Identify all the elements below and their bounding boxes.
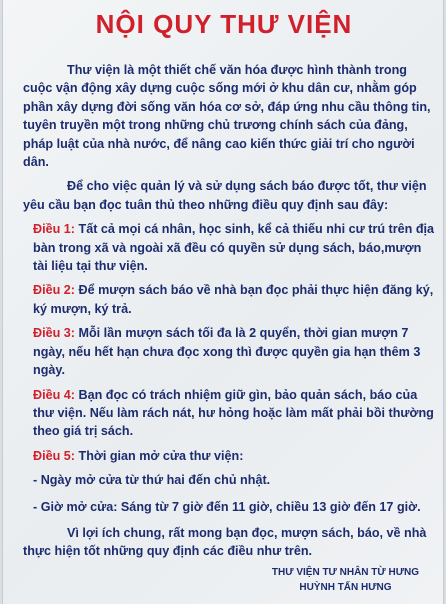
- clause-text: Tất cả mọi cá nhân, học sinh, kể cả thiếu nhi cư trú trên địa bàn trong xã và ngoài xã đều có quyền sử dụng sách, báo,mượn tài liệu tại thư viện.: [33, 222, 435, 274]
- clause-text: Thời gian mở cửa thư viện:: [75, 448, 244, 463]
- closing-paragraph: Vì lợi ích chung, rất mong bạn đọc, mượn sách, báo, về nhà thực hiện tốt những quy định các điều như trên.: [23, 525, 427, 559]
- clause-5: [23, 447, 437, 465]
- notice-board: [2, 0, 444, 604]
- clause-label: Điều 2:: [33, 283, 75, 298]
- clause-label: Điều 5:: [33, 448, 75, 463]
- clause-4: [23, 386, 437, 441]
- clause-label: Điều 1:: [33, 222, 75, 237]
- clause-1: [23, 220, 437, 275]
- clause-label: Điều 3:: [33, 326, 75, 341]
- signature-block: [272, 565, 419, 595]
- schedule-days: - Ngày mở cửa từ thứ hai đến chủ nhật.: [33, 473, 271, 488]
- page-title: NỘI QUY THƯ VIỆN: [95, 9, 353, 39]
- schedule-hours: - Giờ mở cửa: Sáng từ 7 giờ đến 11 giờ, chiều 13 giờ đến 17 giờ.: [33, 499, 421, 514]
- owner-name: HUỲNH TẤN HƯNG: [299, 582, 392, 593]
- library-name: THƯ VIỆN TƯ NHÂN TỪ HƯNG: [271, 567, 419, 578]
- rules-body: [23, 61, 437, 567]
- clause-2: [23, 281, 437, 318]
- clause-text: Để mượn sách báo về nhà bạn đọc phải thực hiện đăng ký, ký mượn, ký trả.: [33, 283, 434, 316]
- clause-3: [23, 324, 437, 379]
- preamble-paragraph: Để cho việc quản lý và sử dụng sách báo được tốt, thư viện yêu cầu bạn đọc tuân thủ theo những điều quy định sau đây:: [23, 179, 427, 212]
- clause-text: Bạn đọc có trách nhiệm giữ gìn, bảo quản sách, báo của thư viện. Nếu làm rách nát, hư hỏng hoặc làm mất phải bồi thường theo giá trị sách.: [33, 387, 434, 439]
- clause-text: Mỗi lần mượn sách tối đa là 2 quyển, thời gian mượn 7 ngày, nếu hết hạn chưa đọc xong thì được quyền gia hạn thêm 3 ngày.: [33, 326, 421, 378]
- clause-label: Điều 4:: [33, 387, 75, 402]
- intro-paragraph: Thư viện là một thiết chế văn hóa được hình thành trong cuộc vận động xây dựng cuộc sống mới ở khu dân cư, nhằm góp phần xây dựng đời sống văn hóa cơ sở, đáp ứng nhu cầu thông tin, tuyên truyền một trong những chủ trương chính sách của đảng, pháp luật của nhà nước, để nâng cao kiến thức giải trí cho người dân.: [23, 63, 431, 170]
